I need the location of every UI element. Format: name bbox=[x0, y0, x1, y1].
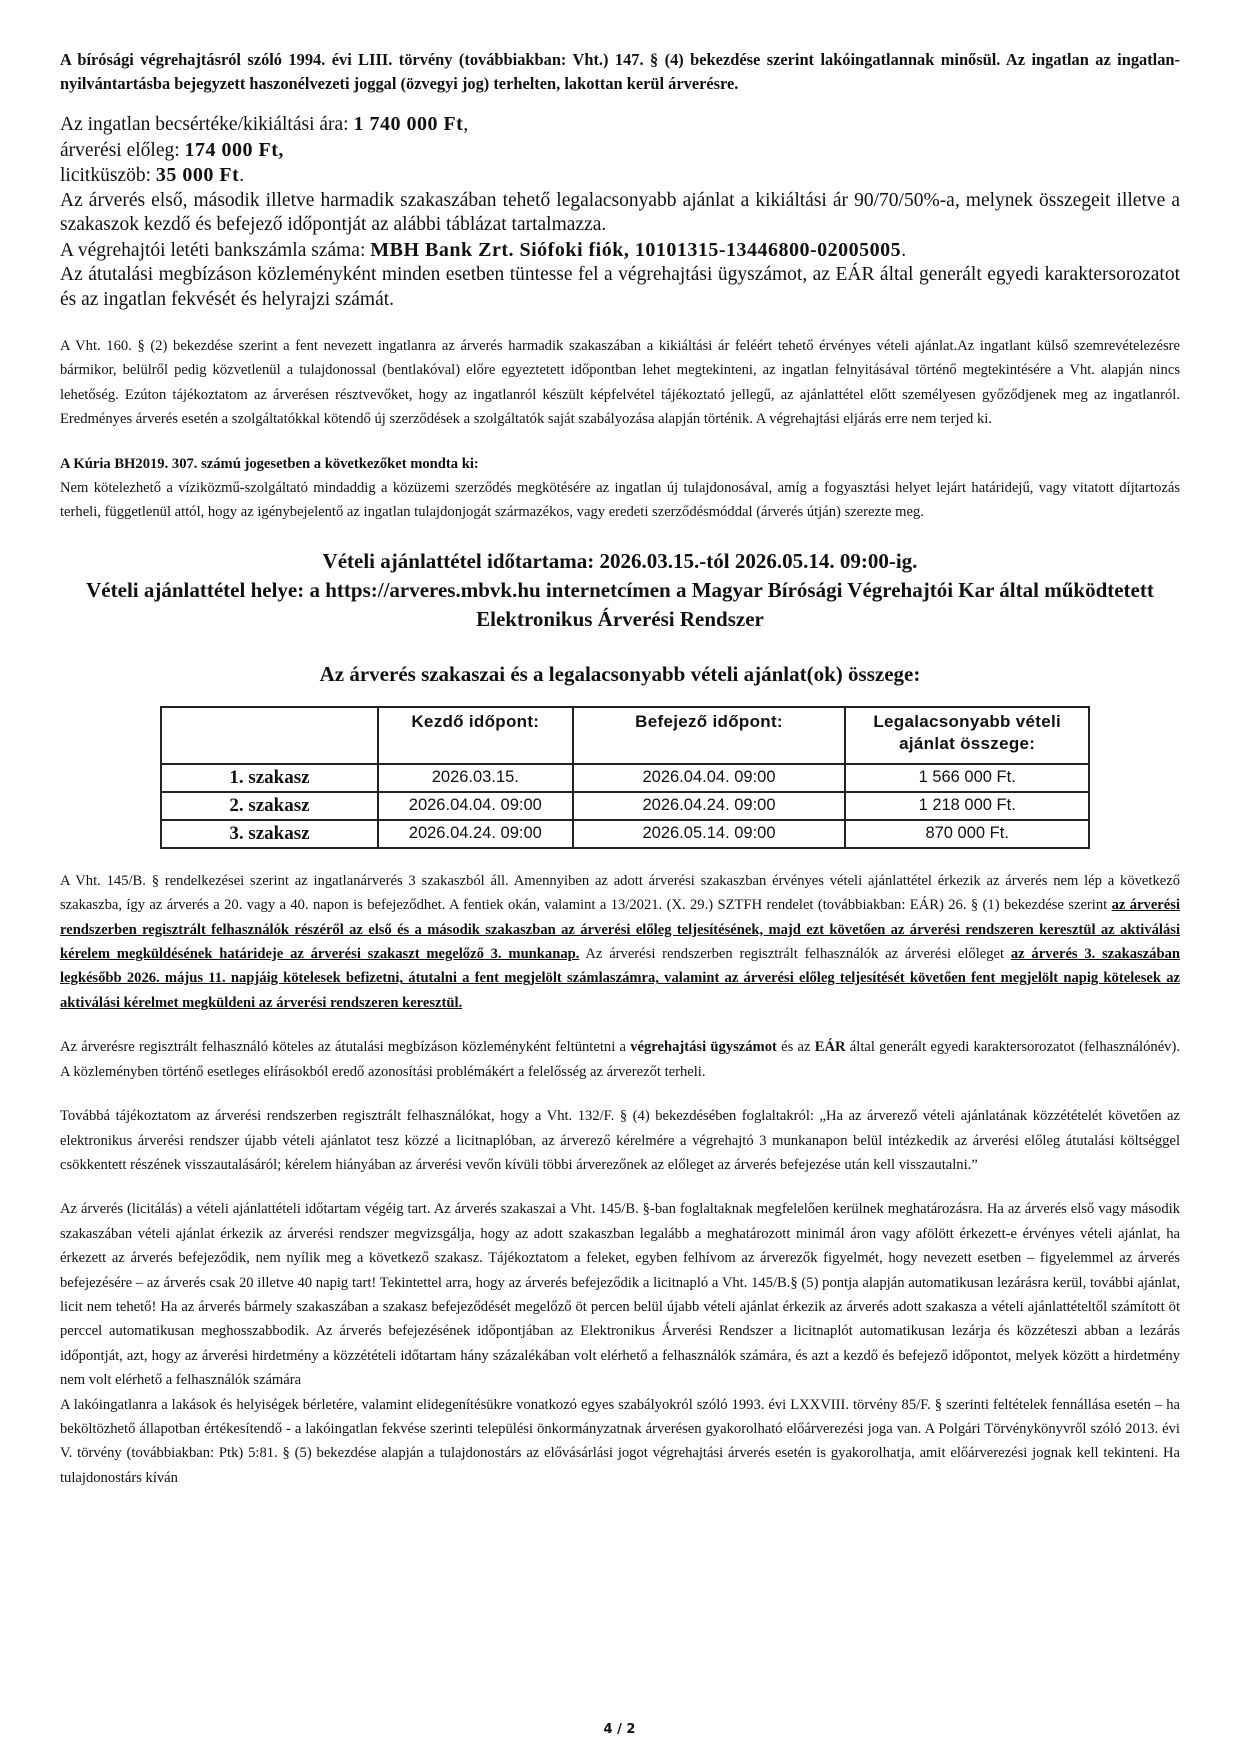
estimate-label: Az ingatlan becsértéke/kikiáltási ára: bbox=[60, 114, 354, 135]
registered-bold-b: EÁR bbox=[814, 1039, 846, 1056]
start-cell: 2026.04.24. 09:00 bbox=[378, 820, 573, 848]
stage-cell: 2. szakasz bbox=[161, 792, 378, 820]
table-row bbox=[161, 792, 1089, 820]
kuria-paragraph: Nem kötelezhető a víziközmű-szolgáltató mindaddig a közüzemi szerződés megkötésére az ingatlan új tulajdonosával, amíg a fogyasztási helyet lejárt határidejű, vagy vitatott díjtartozás terheli, függetlenül attól, hogy az igénybejelentő az ingatlan tulajdonjogát származékos, vagy eredeti szerződésmóddal (árverés útján) szerezte meg. bbox=[60, 480, 1180, 521]
registered-text-a: Az árverésre regisztrált felhasználó köteles az átutalási megbízáson közleményként feltüntetni a bbox=[60, 1039, 631, 1056]
document-page bbox=[60, 48, 1180, 1490]
registered-paragraph bbox=[60, 1035, 1180, 1084]
stages-table bbox=[160, 706, 1090, 849]
stage-cell: 1. szakasz bbox=[161, 764, 378, 792]
table-row bbox=[161, 764, 1089, 792]
vht145-underlined-a: az árverési rendszerben regisztrált felhasználók részéről az első és a második szakaszban az árverési előleg teljesítésének, majd ezt követően az árverési rendszeren keresztül az aktiválási kérelem megküldésének határideje az árverési szakaszt megelőző 3. munkanap. bbox=[60, 897, 1180, 963]
registered-text-b: és az bbox=[776, 1039, 815, 1056]
deposit-value: 174 000 Ft, bbox=[184, 138, 284, 161]
vht132-paragraph: Továbbá tájékoztatom az árverési rendszerben regisztrált felhasználókat, hogy a Vht. 132/F. § (4) bekezdésében foglaltakról: „Ha az árverező vételi ajánlatának közzétételét követően az elektronikus árverési rendszer újabb vételi ajánlatot tesz közzé a licitnaplóban, az árverező kérelmére a végrehajtó 3 munkanapon belül intézkedik az árverési előleg átutalási költséggel csökkentett részének visszautalásáról; kérelem hiányában az árverési vevőn kívüli többi árverezőnek az előleget az árverés befejezése után kell visszautalni.” bbox=[60, 1108, 1180, 1173]
min-bid-cell: 1 566 000 Ft. bbox=[845, 764, 1089, 792]
table-header-start: Kezdő időpont: bbox=[378, 707, 573, 764]
end-cell: 2026.05.14. 09:00 bbox=[573, 820, 846, 848]
table-header-empty bbox=[161, 707, 378, 764]
table-row bbox=[161, 820, 1089, 848]
stages-paragraph: Az árverés első, második illetve harmadik szakaszában tehető legalacsonyabb ajánlat a kikiáltási ár 90/70/50%-a, melynek összegeit illetve a szakaszok kezdő és befejező időpontját az alábbi táblázat tartalmazza. bbox=[60, 189, 1180, 235]
transfer-paragraph: Az átutalási megbízáson közleményként minden esetben tüntesse fel a végrehajtási ügyszámot, az EÁR által generált egyedi karaktersorozatot és az ingatlan fekvését és helyrajzi számát. bbox=[60, 264, 1180, 310]
vht145-text-b: Az árverési rendszerben regisztrált felhasználók az árverési előleget bbox=[579, 946, 1011, 963]
table-header-end: Befejező időpont: bbox=[573, 707, 846, 764]
preemption-paragraph: A lakóingatlanra a lakások és helyiségek bérletére, valamint elidegenítésükre vonatkozó egyes szabályokról szóló 1993. évi LXXVIII. törvény 85/F. § szerinti feltételek fennállása esetén – ha beköltözhető állapotban értékesítendő - a lakóingatlan fekvése szerinti települési önkormányzatnak árverésen gyakorolható előárverezési joga van. A Polgári Törvénykönyvről szóló 2013. évi V. törvény (továbbiakban: Ptk) 5:81. § (5) bekezdése alapján a tulajdonostárs az elővásárlási jogot végrehajtási árverés esetén is gyakorolhatja, amit előárverezési jognak kell tekinteni. Ha tulajdonostárs kíván bbox=[60, 1396, 1180, 1486]
threshold-line: licitküszöb: 35 000 Ft. bbox=[60, 164, 245, 186]
start-cell: 2026.04.04. 09:00 bbox=[378, 792, 573, 820]
estimate-value: 1 740 000 Ft bbox=[353, 113, 464, 135]
threshold-value: 35 000 Ft bbox=[155, 164, 240, 186]
licitalas-paragraph: Az árverés (licitálás) a vételi ajánlattételi időtartam végéig tart. Az árverés szakaszai a Vht. 145/B. §-ban foglaltaknak megfelelően kerülnek meghatározásra. Ha az árverés első vagy második szakaszában vételi ajánlat érkezik az árverési rendszer megvizsgálja, hogy az adott szakaszban legalább a meghatározott minimál áron vagy afölött érkezett-e érvényes vételi ajánlat, ha érkezett az árverés befejeződik, nem nyílik meg a következő szakasz. Tájékoztatom a feleket, egyben felhívom az árverezők figyelmét, hogy nevezett esetben – figyelemmel az árverés befejezésére – az árverés csak 20 illetve 40 napig tart! Tekintettel arra, hogy az árverés befejeződik a licitnapló a Vht. 145/B.§ (5) pontja alapján automatikusan lezárásra kerül, további ajánlat, licit nem tehető! Ha az árverés bármely szakaszában a szakasz befejeződését megelőző öt percen belül újabb vételi ajánlat érkezik az árverés adott szakasza a vételi ajánlattételtől számított öt perccel automatikusan meghosszabbodik. Az árverés befejezésének időpontjában az Elektronikus Árverési Rendszer a licitnaplót automatikusan lezárja és közzéteszi abban a lezárás időpontját, azt, hogy az árverési hirdetmény a közzétételi időtartam hány százalékában volt elérhető a felhasználók számára, és azt a kezdő és befejező időpontot, melyek között a hirdetmény nem volt elérhető a felhasználók számára bbox=[60, 1201, 1180, 1389]
end-cell: 2026.04.04. 09:00 bbox=[573, 764, 846, 792]
kuria-heading: A Kúria BH2019. 307. számú jogesetben a következőket mondta ki: bbox=[60, 455, 479, 472]
vht145-underlined-b: az árverés 3. szakaszában legkésőbb 2026. május 11. napjáig kötelesek befizetni, átutalni a fent megjelölt számlaszámra, valamint az árverési előleg teljesítését követően fent megjelölt napig kötelesek az aktiválási kérelmet megküldeni az árverési rendszeren keresztül. bbox=[60, 946, 1180, 1011]
table-header-min-bid: Legalacsonyabb vételi ajánlat összege: bbox=[845, 707, 1089, 764]
bank-account-value: MBH Bank Zrt. Siófoki fiók, 10101315-13446800-02005005 bbox=[370, 238, 902, 261]
deposit-label: árverési előleg: bbox=[60, 139, 185, 161]
vht145-text-a: A Vht. 145/B. § rendelkezései szerint az ingatlanárverés 3 szakaszból áll. Amennyiben az adott árverési szakaszban érvényes vételi ajánlattétel érkezik az árverés nem lép a következő szakaszba, így az árverés a 20. vagy a 40. napon is befejeződhet. A fentiek okán, valamint a 13/2021. (X. 29.) SZTFH rendelet (továbbiakban: EÁR) 26. § (1) bekezdése szerint bbox=[60, 872, 1180, 914]
bank-label: A végrehajtói letéti bankszámla száma: bbox=[60, 239, 371, 261]
end-cell: 2026.04.24. 09:00 bbox=[573, 792, 846, 820]
vht160-paragraph: A Vht. 160. § (2) bekezdése szerint a fent nevezett ingatlanra az árverés harmadik szakaszában a kikiáltási ár feléért tehető érvényes vételi ajánlat.Az ingatlant külső szemrevételezésre bármikor, belülről pedig közvetlenül a tulajdonossal (bentlakóval) előre egyeztetett időpontban lehet megtekinteni, az ingatlan felnyitásával történő megtekintésére a Vht. alapján nincs lehetőség. Ezúton tájékoztatom az árverésen résztvevőket, hogy az ingatlanról készült képfelvétel tájékoztató jellegű, az ajánlattétel előtt személyesen győződjenek meg az ingatlanról. Eredményes árverés esetén a szolgáltatókkal kötendő új szerződések a szolgáltatók saját szabályozása alapján történik. A végrehajtási eljárás erre nem terjed ki. bbox=[60, 338, 1180, 428]
stage-cell: 3. szakasz bbox=[161, 820, 378, 848]
bidding-place: Vételi ajánlattétel helye: a https://arveres.mbvk.hu internetcímen a Magyar Bírósági Végrehajtói Kar által működtetett Elektronikus Árverési Rendszer bbox=[86, 577, 1154, 631]
min-bid-cell: 870 000 Ft. bbox=[845, 820, 1089, 848]
min-bid-cell: 1 218 000 Ft. bbox=[845, 792, 1089, 820]
table-header-row bbox=[161, 707, 1089, 764]
bidding-period: Vételi ajánlattétel időtartama: 2026.03.15.-tól 2026.05.14. 09:00-ig. bbox=[322, 548, 918, 573]
registered-text-c: által generált egyedi karaktersorozatot (felhasználónév). A közleményben történő esetleges elírásokból eredő azonosítási problémákért a felelősség az árverezőt terheli. bbox=[60, 1039, 1180, 1080]
bank-line: A végrehajtói letéti bankszámla száma: MBH Bank Zrt. Siófoki fiók, 10101315-13446800-02005005. bbox=[60, 238, 907, 261]
start-cell: 2026.03.15. bbox=[378, 764, 573, 792]
vht145-paragraph bbox=[60, 869, 1180, 1015]
estimate-line: Az ingatlan becsértéke/kikiáltási ára: 1 740 000 Ft, bbox=[60, 113, 469, 135]
page-number: 4 / 2 bbox=[603, 1722, 636, 1737]
threshold-label: licitküszöb: bbox=[60, 165, 156, 186]
intro-paragraph: A bírósági végrehajtásról szóló 1994. évi LIII. törvény (továbbiakban: Vht.) 147. § (4) bekezdése szerint lakóingatlannak minősül. Az ingatlan az ingatlan-nyilvántartásba bejegyzett haszonélvezeti joggal (özvegyi jog) terhelten, lakottan kerül árverésre. bbox=[60, 50, 1180, 93]
registered-bold-a: végrehajtási ügyszámot bbox=[630, 1039, 777, 1056]
table-title: Az árverés szakaszai és a legalacsonyabb vételi ajánlat(ok) összege: bbox=[319, 661, 921, 686]
deposit-line bbox=[60, 138, 1180, 164]
